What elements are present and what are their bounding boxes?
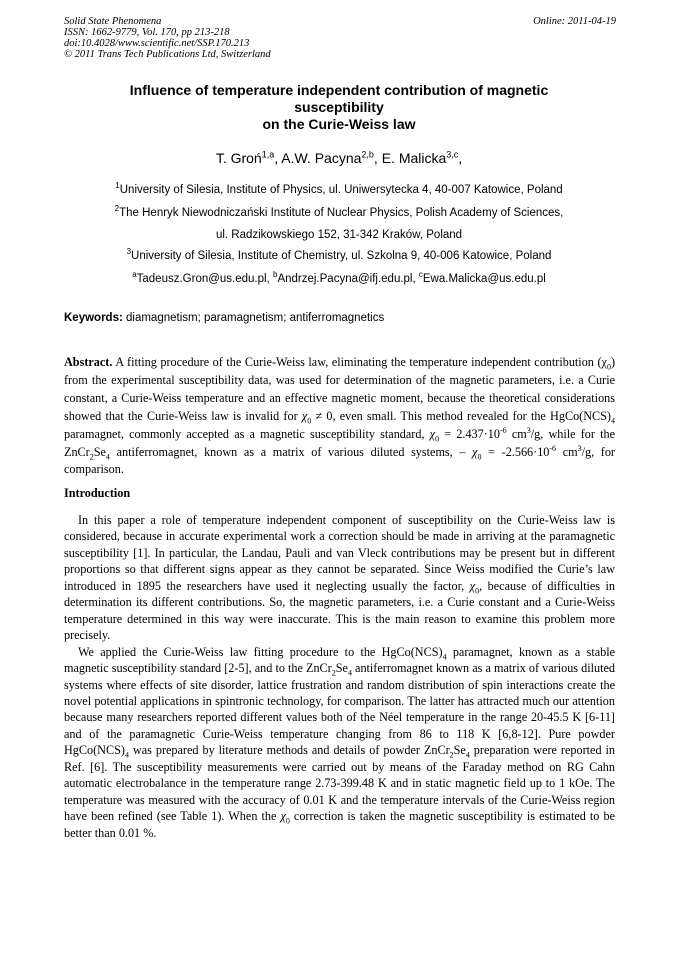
paragraph-text: preparation were reported in Ref. [6]. The susceptibility measurements were carried out by means of the Faraday method on RG Cahn automatic electrobalance in the temperature range 2.73-399.48 K and in static magnetic field up to 1 kOe. The temperature was measured with the accuracy of 0.01 K and the temperature intervals of the Curie-Weiss region have been refined (see Table 1). When the xyxy=(64,743,615,824)
chi-symbol: χ xyxy=(469,578,476,593)
paragraph-text: paramagnet, known as a stable magnetic susceptibility standard [2-5], and to the ZnCr xyxy=(64,644,616,676)
exponent: -6 xyxy=(549,443,557,453)
paragraph-text: In this paper a role of temperature independent component of susceptibility on the Curie-Weiss law is considered, because in accurate experimental work a correction should be made in arriving at the paramagnetic susceptibility [1]. In particular, the Landau, Pauli and van Vleck contributions may be present but in different proportions so that different signs appear as they cannot be separated. Since Weiss modified the Curie’s law introduced in 1895 the researchers have used it neglecting usually the factor, xyxy=(64,513,615,593)
chi-symbol: χ xyxy=(280,809,286,824)
chi-symbol: χ xyxy=(429,426,436,441)
email-a-sup: a xyxy=(132,270,137,280)
author-1: T. Groń xyxy=(215,150,262,166)
email-c: Ewa.Malicka@us.edu.pl xyxy=(422,273,546,285)
paragraph-text: was prepared by literature methods and details of powder ZnCr xyxy=(128,743,450,758)
exponent: -6 xyxy=(499,425,507,435)
author-list: T. Groń$^{1,a}$, A.W. Pacyna$^{2,b}$, E. Malicka$^{3,c}$, xyxy=(215,149,463,166)
subscript: 4 xyxy=(124,750,129,760)
keywords-label: Keywords: xyxy=(64,312,123,324)
abstract-text: Se xyxy=(93,444,106,459)
paragraph xyxy=(64,512,615,644)
title-line-2: susceptibility xyxy=(294,99,384,115)
affiliation-1-text: University of Silesia, Institute of Physics, ul. Uniwersytecka 4, 40-007 Katowice, Poland xyxy=(119,184,563,196)
chi0-subscript: 0 xyxy=(475,586,480,596)
chi-symbol: χ xyxy=(472,444,478,459)
author-3-sup: 3,c xyxy=(446,149,459,160)
journal-issn: ISSN: 1662-9779, Vol. 170, pp 213-218 xyxy=(64,27,230,38)
author-2-sup: 2,b xyxy=(361,149,374,160)
email-line xyxy=(64,270,614,285)
abstract-text: /g, while for the ZnCr xyxy=(64,426,615,459)
affiliation-2 xyxy=(64,204,614,219)
exponent: 3 xyxy=(526,425,531,435)
affiliation-2-address: ul. Radzikowskiego 152, 31-342 Kraków, Poland xyxy=(215,229,463,241)
chi0-subscript: 0 xyxy=(307,416,312,426)
introduction-body xyxy=(64,512,615,841)
subscript: 2 xyxy=(331,668,336,678)
subscript: 2 xyxy=(449,750,454,760)
email-b-sup: b xyxy=(272,270,278,280)
journal-header xyxy=(64,16,616,60)
abstract-label: Abstract. xyxy=(64,355,113,369)
abstract-text: antiferromagnet, known as a matrix of various diluted systems, – xyxy=(109,444,473,459)
abstract-text: cm xyxy=(506,426,527,441)
subscript: 4 xyxy=(611,416,615,426)
affiliation-2-sup: 2 xyxy=(114,204,120,214)
author-1-sup: 1,a xyxy=(261,149,275,160)
subscript: 2 xyxy=(89,451,94,461)
paragraph-text: Se xyxy=(335,661,348,676)
title-line-3: on the Curie-Weiss law xyxy=(262,116,416,132)
abstract-text: ) from the experimental susceptibility data, was used for determination of the magnetic parameters, i.e. a Curie constant, a Curie-Weiss temperature and an effective magnetic moment, because the theoretical considerations showed that the Curie-Weiss law is invalid for xyxy=(64,355,615,423)
abstract-text: = -2.566·10 xyxy=(481,444,550,459)
paragraph-text: correction is taken the magnetic susceptibility is estimated to be better than 0.01 %. xyxy=(64,809,615,840)
email-a: Tadeusz.Gron@us.edu.pl, xyxy=(136,273,270,285)
affiliation-3 xyxy=(64,247,614,262)
subscript: 4 xyxy=(442,652,447,662)
chi0-subscript: 0 xyxy=(606,362,611,372)
affiliation-3-sup: 3 xyxy=(126,247,132,257)
author-2: A.W. Pacyna xyxy=(281,150,362,166)
affiliation-3-text: University of Silesia, Institute of Chemistry, ul. Szkolna 9, 40-006 Katowice, Poland xyxy=(131,250,552,262)
abstract xyxy=(64,354,615,479)
subscript: 4 xyxy=(105,451,110,461)
exponent: 3 xyxy=(577,443,582,453)
keywords xyxy=(64,312,616,324)
paragraph xyxy=(64,644,615,841)
paragraph-text: We applied the Curie-Weiss law fitting procedure to the HgCo(NCS) xyxy=(78,644,443,659)
paragraph-text: , because of difficulties in determination its different contributions. So, the magnetic parameters, i.e. a Curie constant and a Curie-Weiss temperature determined in this way were inaccurate. This is the main reason to examine this problem more precisely. xyxy=(64,578,615,643)
affiliation-2-text: The Henryk Niewodniczański Institute of Nuclear Physics, Polish Academy of Sciences, xyxy=(119,207,564,219)
abstract-text: paramagnet, commonly accepted as a magnetic susceptibility standard, xyxy=(64,426,430,441)
journal-doi: doi:10.4028/www.scientific.net/SSP.170.213 xyxy=(64,38,250,49)
title-line-1: Influence of temperature independent contribution of magnetic xyxy=(129,82,549,98)
online-date: Online: 2011-04-19 xyxy=(533,16,616,27)
affiliation-1 xyxy=(64,181,614,196)
abstract-text: cm xyxy=(556,444,578,459)
journal-copyright: © 2011 Trans Tech Publications Ltd, Switzerland xyxy=(64,49,271,60)
affiliation-1-sup: 1 xyxy=(115,181,120,191)
abstract-text: = 2.437·10 xyxy=(439,426,500,441)
chi0-subscript: 0 xyxy=(435,434,440,444)
subscript: 4 xyxy=(465,750,470,760)
author-3: E. Malicka xyxy=(381,150,447,166)
chi0-subscript: 0 xyxy=(285,816,290,826)
abstract-text: /g, for comparison. xyxy=(64,444,615,477)
email-b: Andrzej.Pacyna@ifj.edu.pl, xyxy=(277,273,416,285)
paragraph-text: antiferromagnet known as a matrix of various diluted systems where effects of site disorder, lattice frustration and random distribution of spin interactions create the novel potential applications in spintronic technology, for comparison. The latter has attracted much our attention because many researchers reported different values both of the Néel temperature in the range 20-45.5 K [6-11] and of the paramagnetic Curie-Weiss temperature changing from 86 to 118 K [6,8-12]. Pure powder HgCo(NCS) xyxy=(64,661,615,758)
journal-name: Solid State Phenomena xyxy=(64,16,162,27)
paper-title xyxy=(64,82,614,133)
introduction-heading: Introduction xyxy=(64,486,131,500)
chi0-subscript: 0 xyxy=(477,451,482,461)
subscript: 4 xyxy=(347,668,352,678)
abstract-text: A fitting procedure of the Curie-Weiss law, eliminating the temperature independent contribution (χ xyxy=(115,355,607,369)
keywords-text: diamagnetism; paramagnetism; antiferromagnetics xyxy=(126,312,385,324)
abstract-text: ≠ 0, even small. This method revealed for the HgCo(NCS) xyxy=(311,408,611,423)
paragraph-text: Se xyxy=(453,743,466,758)
chi-symbol: χ xyxy=(301,408,308,423)
email-c-sup: c xyxy=(418,270,423,280)
